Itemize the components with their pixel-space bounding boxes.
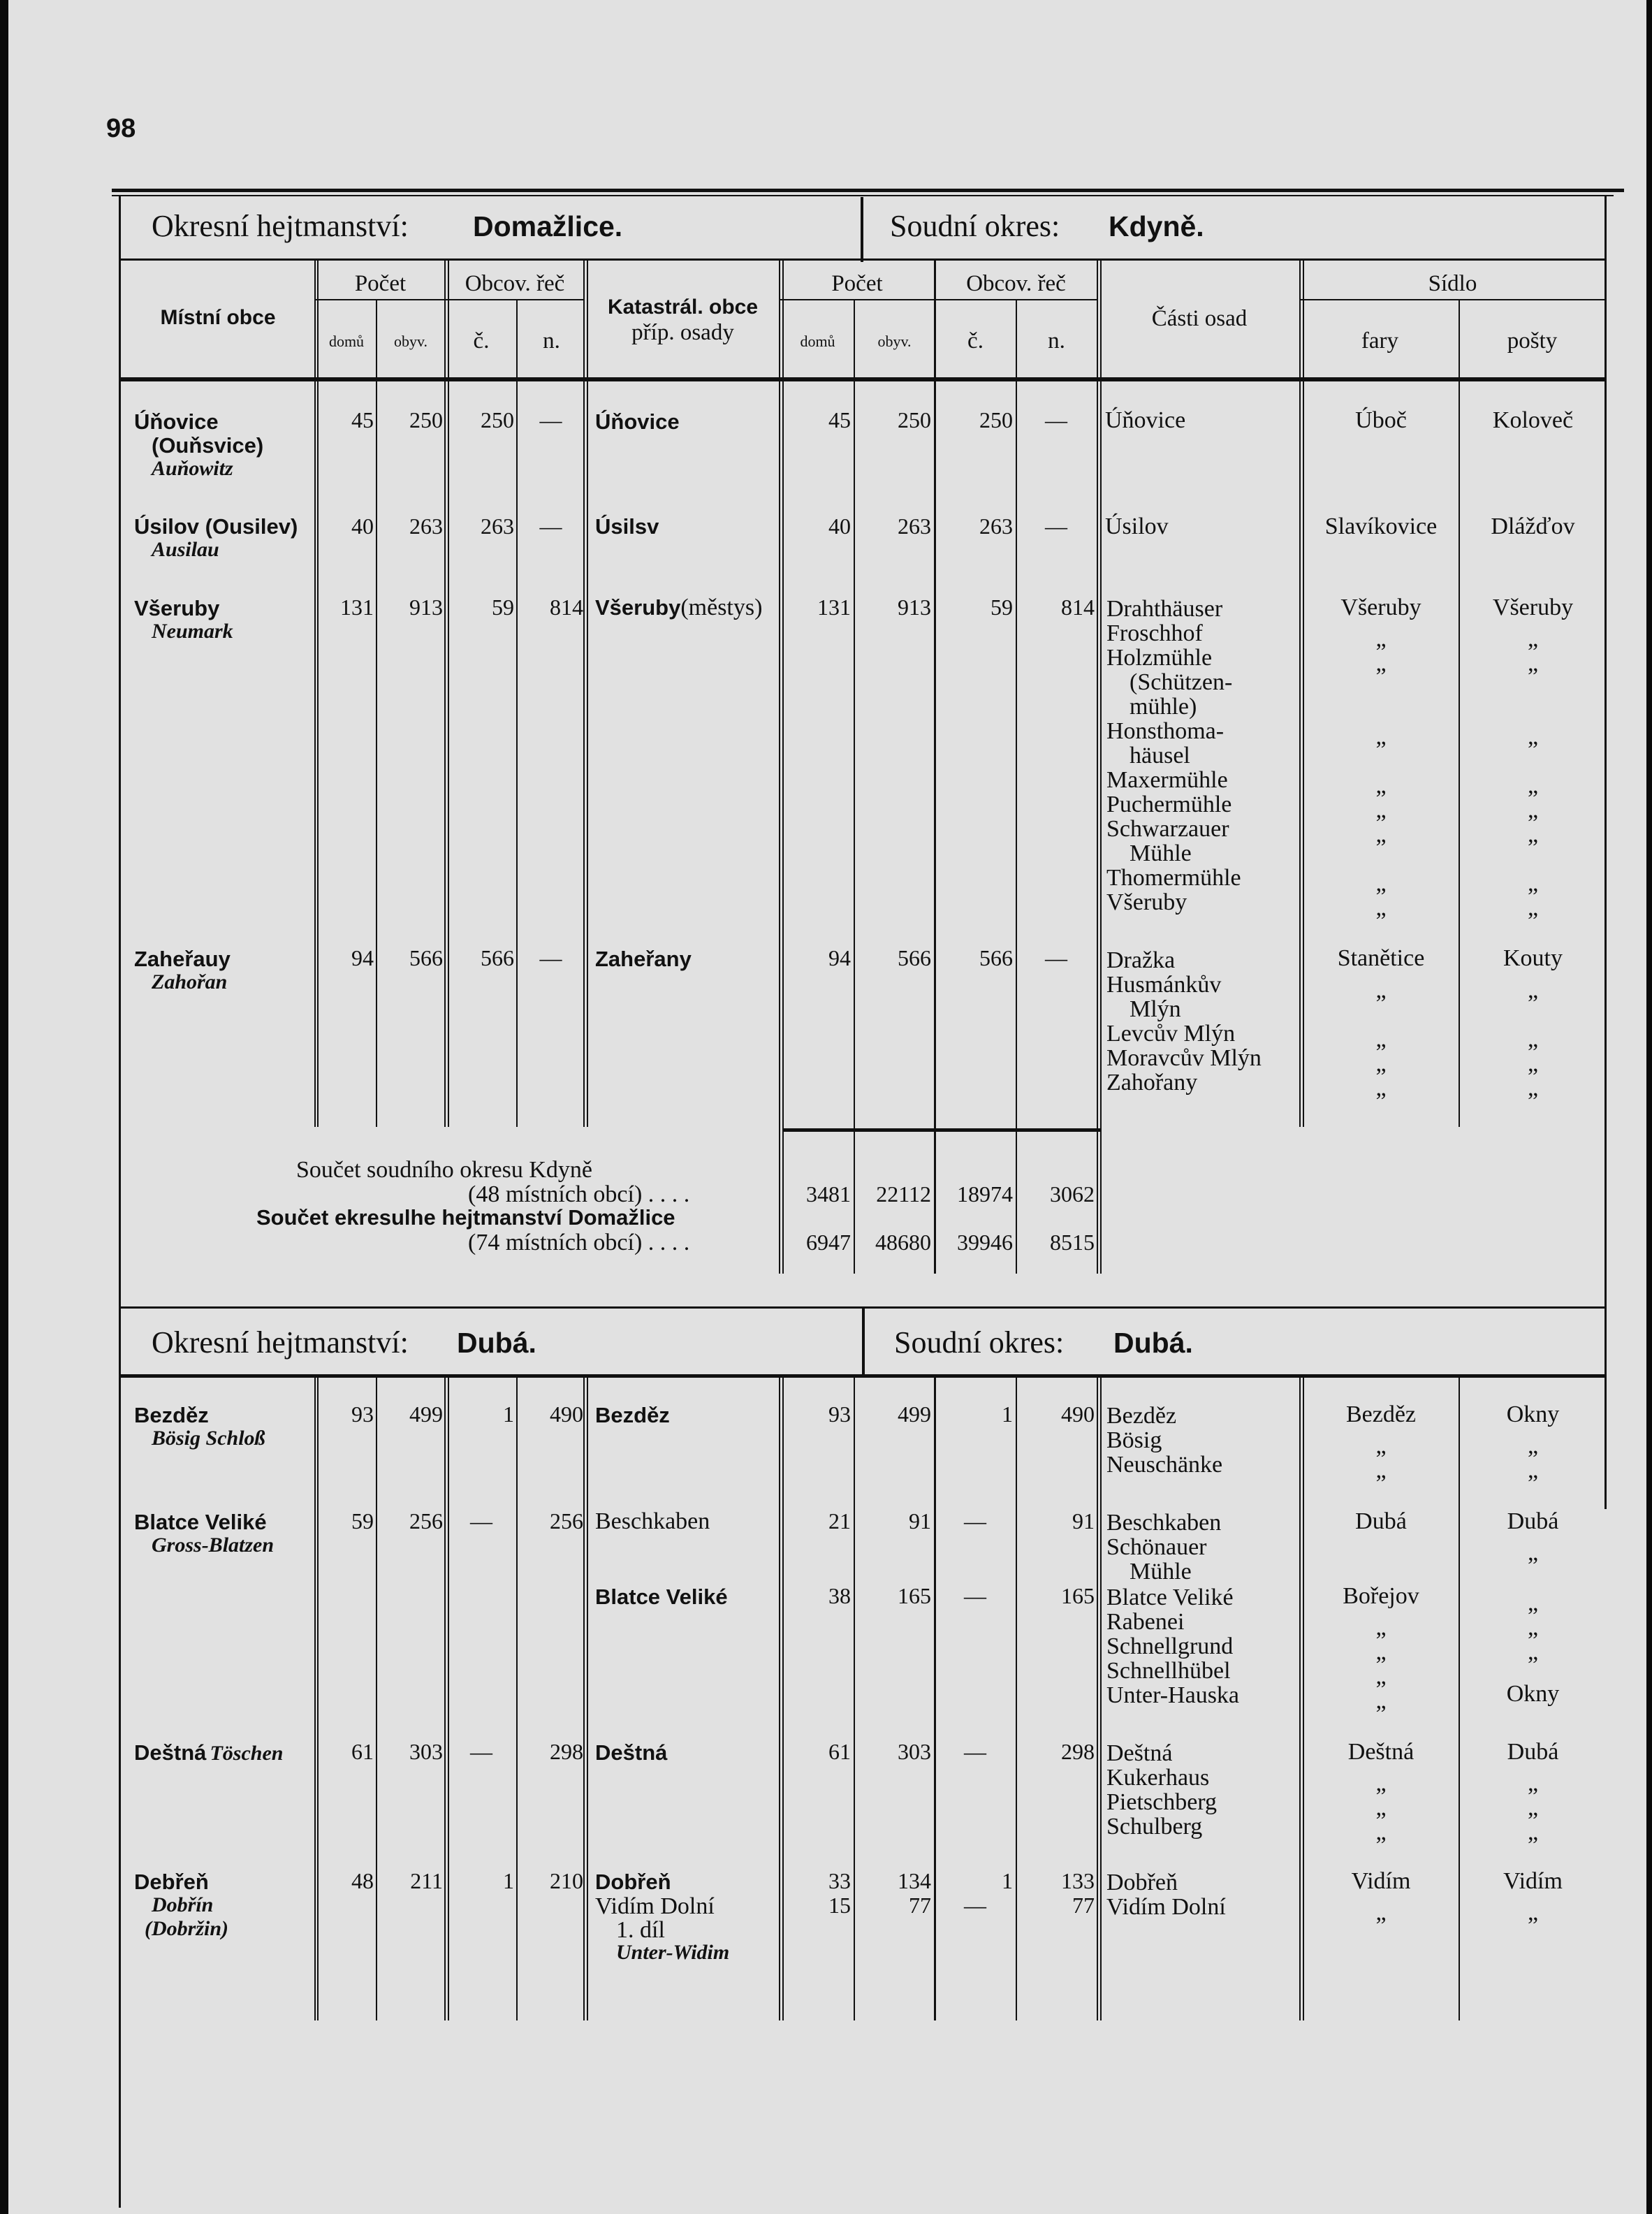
kat-n: 298 — [1061, 1739, 1095, 1764]
obec-german: (Dobržin) — [145, 1917, 229, 1940]
ditto-mark: „ — [1527, 895, 1539, 921]
katastr-german: Unter-Widim — [616, 1941, 730, 1964]
kat-domu: 38 — [828, 1583, 851, 1608]
district-label: Okresní hejtmanství: — [152, 209, 409, 243]
page-number: 98 — [106, 114, 136, 143]
kat-n: 77 — [1072, 1893, 1095, 1918]
top-rule — [112, 189, 1624, 192]
cast-osady: Mühle — [1130, 840, 1192, 866]
kat-c: 263 — [979, 514, 1013, 539]
domu: 61 — [351, 1739, 374, 1764]
posta: Dubá — [1507, 1739, 1559, 1765]
rec-c: — — [470, 1739, 492, 1764]
kat-c: — — [964, 1508, 986, 1534]
obyv: 250 — [409, 407, 443, 432]
ditto-mark: „ — [1375, 773, 1387, 799]
obec-name: Zaheřauy — [134, 947, 231, 971]
ditto-mark: „ — [1527, 1433, 1539, 1459]
posta: Okny — [1506, 1681, 1560, 1707]
cast-osady: Všeruby — [1106, 889, 1187, 915]
hdr-sidlo: Sídlo — [1428, 271, 1477, 296]
obec-name: Debřeň — [134, 1870, 209, 1894]
obyv: 566 — [409, 945, 443, 970]
obec-name: Úsilov (Ousilev) — [134, 514, 298, 539]
ditto-mark: „ — [1527, 626, 1539, 652]
posta: Dubá — [1507, 1508, 1559, 1534]
total-b-domu: 6947 — [806, 1230, 851, 1255]
kat-c: 566 — [979, 945, 1013, 970]
kat-domu: 93 — [828, 1401, 851, 1427]
katastr: Dobřeň — [595, 1870, 671, 1894]
katastr: Blatce Veliké — [595, 1585, 728, 1609]
cast-osady: Mlýn — [1130, 996, 1181, 1022]
kat-c: — — [964, 1739, 986, 1764]
katastr: Úňovice — [595, 409, 680, 434]
total-label-3: Součet ekresulhe hejtmanství Domažlice — [256, 1205, 675, 1230]
ditto-mark: „ — [1527, 1900, 1539, 1925]
domu: 45 — [351, 407, 374, 432]
cast-osady: Bösig — [1106, 1427, 1162, 1453]
rec-c: 263 — [481, 514, 514, 539]
kat-n: 814 — [1061, 595, 1095, 620]
ditto-mark: „ — [1527, 1795, 1539, 1821]
hdr-domu-1: domů — [328, 333, 365, 350]
fara: Dubá — [1355, 1508, 1407, 1534]
kat-c: — — [964, 1583, 986, 1608]
ditto-mark: „ — [1375, 626, 1387, 652]
rec-n: — — [539, 407, 562, 432]
kat-obyv: 263 — [898, 514, 931, 539]
cast-osady: Deštná — [1106, 1740, 1173, 1766]
court-value: Kdyně. — [1109, 210, 1204, 242]
kat-obyv: 566 — [898, 945, 931, 970]
domu: 94 — [351, 945, 374, 970]
ditto-mark: „ — [1527, 822, 1539, 847]
cast-osady: Honsthoma- — [1106, 718, 1225, 744]
ditto-mark: „ — [1527, 1590, 1539, 1616]
ditto-mark: „ — [1375, 1075, 1387, 1101]
kat-n: 91 — [1072, 1508, 1095, 1534]
scanned-page — [8, 0, 1646, 2214]
kat-domu: 33 — [828, 1868, 851, 1893]
obyv: 211 — [410, 1868, 443, 1893]
ditto-mark: „ — [1375, 650, 1387, 676]
ditto-mark: „ — [1375, 1770, 1387, 1796]
rec-n: 256 — [550, 1508, 583, 1534]
obyv: 256 — [409, 1508, 443, 1534]
rec-c: 1 — [503, 1401, 514, 1427]
cast-osady: Holzmühle — [1106, 645, 1213, 671]
kat-domu: 15 — [828, 1893, 851, 1918]
cast-osady: Dražka — [1106, 947, 1176, 973]
cast-osady: Zahořany — [1106, 1070, 1198, 1095]
katastr: Bezděz — [595, 1403, 670, 1427]
total-a-domu: 3481 — [806, 1181, 851, 1207]
ditto-mark: „ — [1527, 977, 1539, 1003]
kat-domu: 40 — [828, 514, 851, 539]
ditto-mark: „ — [1375, 977, 1387, 1003]
fara: Úboč — [1355, 407, 1407, 433]
left-frame-line — [119, 196, 121, 2208]
ditto-mark: „ — [1527, 650, 1539, 676]
band-rule — [119, 258, 1607, 261]
ditto-mark: „ — [1375, 1433, 1387, 1459]
ditto-mark: „ — [1527, 797, 1539, 823]
kat-domu: 21 — [828, 1508, 851, 1534]
cast-osady: Schnellhübel — [1106, 1658, 1231, 1684]
kat-obyv: 250 — [898, 407, 931, 432]
section2-band-rule — [119, 1374, 1607, 1378]
ditto-mark: „ — [1375, 1795, 1387, 1821]
cast-osady: Beschkaben — [1106, 1510, 1222, 1536]
rec-n: — — [539, 514, 562, 539]
total-label-1: Součet soudního okresu Kdyně — [296, 1157, 593, 1183]
obec-german: Dobřín — [152, 1893, 214, 1916]
cast-osady: Schnellgrund — [1106, 1633, 1234, 1659]
rec-n: — — [539, 945, 562, 970]
kat-n: 133 — [1061, 1868, 1095, 1893]
kat-obyv: 91 — [909, 1508, 931, 1534]
district-label: Okresní hejtmanství: — [152, 1325, 409, 1360]
obyv: 499 — [409, 1401, 443, 1427]
ditto-mark: „ — [1527, 1639, 1539, 1665]
obec-german: Zahořan — [152, 970, 228, 993]
cast-osady: (Schützen- — [1130, 669, 1233, 695]
total-b-n: 8515 — [1050, 1230, 1095, 1255]
posta: Dlážďov — [1491, 514, 1575, 539]
ditto-mark: „ — [1527, 1615, 1539, 1640]
cast-osady: Puchermühle — [1106, 792, 1232, 817]
ditto-mark: „ — [1375, 1026, 1387, 1052]
obec-name: Blatce Veliké — [134, 1510, 267, 1534]
top-rule-thin — [112, 195, 1614, 196]
total-label-4: (74 místních obcí) . . . . — [468, 1230, 690, 1255]
hdr-mistni-obce: Místní obce — [160, 306, 276, 329]
fara: Slavíkovice — [1324, 514, 1438, 539]
domu: 93 — [351, 1401, 374, 1427]
hdr-domu-2: domů — [800, 333, 835, 350]
kat-domu: 45 — [828, 407, 851, 432]
cast-osady: Unter-Hauska — [1106, 1682, 1240, 1708]
hdr-obcov-2: Obcov. řeč — [966, 271, 1066, 296]
hdr-c-1: č. — [473, 328, 490, 354]
domu: 59 — [351, 1508, 374, 1534]
rec-n: 298 — [550, 1739, 583, 1764]
katastr-part: 1. díl — [616, 1917, 665, 1943]
ditto-mark: „ — [1375, 1900, 1387, 1925]
total-label-2: (48 místních obcí) . . . . — [468, 1181, 690, 1207]
cast-osady: Levcův Mlýn — [1106, 1021, 1236, 1047]
domu: 48 — [351, 1868, 374, 1893]
hdr-bottom-rule — [119, 377, 1607, 381]
obyv: 913 — [409, 595, 443, 620]
rec-c: — — [470, 1508, 492, 1534]
sum-rule — [782, 1128, 1100, 1132]
kat-domu: 61 — [828, 1739, 851, 1764]
ditto-mark: „ — [1527, 1026, 1539, 1052]
cast-osady: Bezděz — [1106, 1403, 1177, 1429]
kat-n: — — [1045, 945, 1067, 970]
domu: 40 — [351, 514, 374, 539]
ditto-mark: „ — [1527, 1051, 1539, 1077]
cast-osady: Husmánkův — [1106, 972, 1222, 998]
hdr-pocet-2: Počet — [831, 271, 883, 296]
cast-osady: Neuschänke — [1106, 1452, 1223, 1478]
obec-german: Neumark — [152, 620, 233, 643]
kat-n: — — [1045, 514, 1067, 539]
ditto-mark: „ — [1375, 1819, 1387, 1845]
cast-osady: Moravcův Mlýn — [1106, 1045, 1262, 1071]
ditto-mark: „ — [1375, 1615, 1387, 1640]
ditto-mark: „ — [1527, 773, 1539, 799]
cast-osady: Rabenei — [1106, 1609, 1185, 1635]
kat-c: 1 — [1002, 1868, 1013, 1893]
posta: Vidím — [1503, 1868, 1563, 1894]
rec-n: 814 — [550, 595, 583, 620]
ditto-mark: „ — [1375, 871, 1387, 896]
rec-n: 490 — [550, 1401, 583, 1427]
obec-german: Bösig Schloß — [152, 1427, 265, 1450]
rec-c: 250 — [481, 407, 514, 432]
cast-osady: Blatce Veliké — [1106, 1585, 1234, 1610]
ditto-mark: „ — [1375, 822, 1387, 847]
kat-n: 490 — [1061, 1401, 1095, 1427]
kat-domu: 131 — [817, 595, 851, 620]
cast-osady: Schwarzauer — [1106, 816, 1229, 842]
fara: Všeruby — [1340, 595, 1421, 620]
posta: Okny — [1506, 1401, 1560, 1427]
posta: Všeruby — [1492, 595, 1574, 620]
district-value: Dubá. — [457, 1327, 536, 1359]
ditto-mark: „ — [1375, 1457, 1387, 1483]
ditto-mark: „ — [1375, 1663, 1387, 1689]
katastr: Úsilsv — [595, 514, 659, 539]
ditto-mark: „ — [1527, 724, 1539, 750]
hdr-obcov-1: Obcov. řeč — [465, 271, 565, 296]
ditto-mark: „ — [1527, 1075, 1539, 1101]
ditto-mark: „ — [1527, 871, 1539, 896]
band-divider — [861, 197, 863, 262]
ditto-mark: „ — [1375, 797, 1387, 823]
cast-osady: häusel — [1130, 743, 1190, 769]
cast-osady: Drahthäuser — [1106, 596, 1223, 622]
kat-n: 165 — [1061, 1583, 1095, 1608]
rec-c: 1 — [503, 1868, 514, 1893]
kat-n: — — [1045, 407, 1067, 432]
domu: 131 — [340, 595, 374, 620]
total-b-c: 39946 — [957, 1230, 1013, 1255]
cast-osady: Maxermühle — [1106, 767, 1228, 793]
hdr-posty: pošty — [1507, 328, 1558, 354]
obec-name: Bezděz — [134, 1403, 209, 1427]
total-a-c: 18974 — [957, 1181, 1013, 1207]
district-value: Domažlice. — [473, 210, 623, 242]
cast-osady: Úňovice — [1105, 407, 1186, 433]
katastr: Zaheřany — [595, 947, 692, 971]
fara: Deštná — [1347, 1739, 1415, 1765]
fara: Bořejov — [1343, 1583, 1419, 1609]
court-value: Dubá. — [1113, 1327, 1193, 1359]
cast-osady: Mühle — [1130, 1559, 1192, 1585]
court-label: Soudní okres: — [890, 209, 1060, 243]
cast-osady: Froschhof — [1106, 620, 1203, 646]
katastr: Všeruby(městys) — [595, 595, 763, 620]
hdr-obyv-1: obyv. — [393, 333, 428, 350]
hdr-casti-osad: Části osad — [1151, 306, 1248, 331]
obec-german: Gross-Blatzen — [152, 1534, 275, 1557]
rec-c: 59 — [492, 595, 514, 620]
total-b-obyv: 48680 — [875, 1230, 931, 1255]
ditto-mark: „ — [1527, 1457, 1539, 1483]
ditto-mark: „ — [1527, 1540, 1539, 1566]
cast-osady: Schulberg — [1106, 1814, 1203, 1840]
obec-german: Auňowitz — [152, 457, 233, 480]
hdr-pocet-1: Počet — [354, 271, 407, 296]
obec-german: Ausilau — [152, 538, 219, 561]
obec-name: Všeruby — [134, 596, 220, 620]
katastr: Beschkaben — [595, 1508, 710, 1534]
kat-c: 1 — [1002, 1401, 1013, 1427]
hdr-katastr-2: příp. osady — [631, 320, 734, 345]
hdr-katastr-1: Katastrál. obce — [607, 296, 759, 319]
rec-n: 210 — [550, 1868, 583, 1893]
fara: Stanětice — [1337, 945, 1425, 971]
kat-c: — — [964, 1893, 986, 1918]
cast-osady: Thomermühle — [1106, 865, 1241, 891]
posta: Kouty — [1503, 945, 1563, 971]
kat-obyv: 913 — [898, 595, 931, 620]
katastr: Deštná — [595, 1740, 668, 1765]
ditto-mark: „ — [1375, 1639, 1387, 1665]
obec-name: Deštná Töschen — [134, 1740, 284, 1765]
posta: Koloveč — [1492, 407, 1574, 433]
hdr-obyv-2: obyv. — [877, 333, 912, 350]
kat-obyv: 499 — [898, 1401, 931, 1427]
cast-osady: Vidím Dolní — [1106, 1894, 1226, 1920]
kat-domu: 94 — [828, 945, 851, 970]
kat-obyv: 134 — [898, 1868, 931, 1893]
hdr-rule-1 — [316, 299, 585, 300]
obec-name: Úňovice — [134, 409, 219, 434]
hdr-rule-3 — [1301, 299, 1605, 300]
court-label: Soudní okres: — [894, 1325, 1065, 1360]
hdr-fary: fary — [1361, 328, 1399, 354]
right-frame-line — [1605, 196, 1607, 1509]
fara: Vidím — [1351, 1868, 1411, 1894]
band-divider — [862, 1308, 865, 1375]
ditto-mark: „ — [1375, 895, 1387, 921]
kat-obyv: 77 — [909, 1893, 931, 1918]
obyv: 263 — [409, 514, 443, 539]
katastr: Vidím Dolní — [595, 1893, 715, 1919]
hdr-n-2: n. — [1048, 328, 1065, 354]
hdr-n-1: n. — [543, 328, 560, 354]
hdr-c-2: č. — [967, 328, 984, 354]
kat-c: 250 — [979, 407, 1013, 432]
ditto-mark: „ — [1527, 1770, 1539, 1796]
cast-osady: mühle) — [1130, 694, 1197, 720]
cast-osady: Schönauer — [1106, 1534, 1207, 1560]
total-a-obyv: 22112 — [876, 1181, 931, 1207]
cast-osady: Kukerhaus — [1106, 1765, 1210, 1791]
cast-osady: Dobřeň — [1106, 1870, 1178, 1895]
obyv: 303 — [409, 1739, 443, 1764]
fara: Bezděz — [1345, 1401, 1417, 1427]
cast-osady: Pietschberg — [1106, 1789, 1218, 1815]
ditto-mark: „ — [1527, 1819, 1539, 1845]
kat-c: 59 — [991, 595, 1013, 620]
cast-osady: Úsilov — [1105, 514, 1169, 539]
ditto-mark: „ — [1375, 724, 1387, 750]
kat-obyv: 165 — [898, 1583, 931, 1608]
hdr-rule-2 — [780, 299, 1098, 300]
obec-name-alt: (Ouňsvice) — [152, 433, 264, 458]
ditto-mark: „ — [1375, 1688, 1387, 1714]
rec-c: 566 — [481, 945, 514, 970]
ditto-mark: „ — [1375, 1051, 1387, 1077]
total-a-n: 3062 — [1050, 1181, 1095, 1207]
kat-obyv: 303 — [898, 1739, 931, 1764]
